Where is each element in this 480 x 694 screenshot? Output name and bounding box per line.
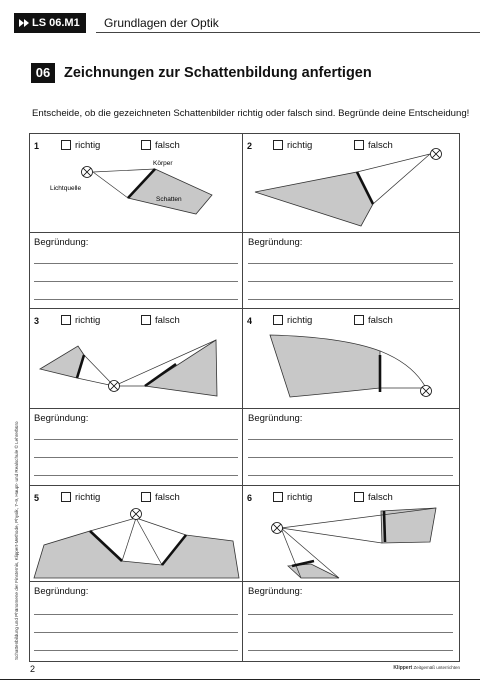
answer-line[interactable] — [248, 650, 453, 651]
light-ray — [281, 528, 301, 578]
shadow-area-right — [381, 508, 436, 543]
reason-label: Begründung: — [34, 413, 89, 424]
checkbox-richtig-label: richtig — [287, 315, 313, 326]
side-copyright — [14, 421, 22, 660]
light-ray — [93, 172, 128, 198]
answer-line[interactable] — [34, 632, 238, 633]
reason-area-1 — [30, 233, 242, 308]
klippert-logo-icon — [18, 18, 30, 28]
exercise-4 — [243, 309, 459, 408]
reason-area-6 — [243, 582, 459, 661]
light-ray — [93, 169, 155, 172]
shadow-area — [34, 531, 239, 578]
checkbox-falsch-label: falsch — [368, 140, 393, 151]
shadow-diagram — [243, 134, 459, 232]
answer-line[interactable] — [248, 281, 453, 282]
answer-line[interactable] — [34, 263, 238, 264]
exercise-number: 2 — [247, 141, 253, 151]
task-title: Zeichnungen zur Schattenbildung anfertigen — [64, 65, 372, 81]
lesson-code: LS 06.M1 — [32, 17, 80, 29]
publisher-mark — [393, 665, 460, 671]
label-body: Körper — [153, 160, 173, 167]
exercise-number: 4 — [247, 316, 253, 326]
task-number: 06 — [31, 63, 55, 83]
reason-label: Begründung: — [248, 237, 303, 248]
answer-line[interactable] — [34, 281, 238, 282]
exercise-6 — [243, 486, 459, 581]
checkbox-falsch-label: falsch — [155, 140, 180, 151]
label-shadow: Schatten — [156, 196, 182, 203]
reason-label: Begründung: — [34, 237, 89, 248]
light-ray — [90, 518, 136, 531]
answer-line[interactable] — [248, 299, 453, 300]
light-ray — [122, 518, 136, 561]
checkbox-falsch-label: falsch — [155, 492, 180, 503]
exercise-number: 6 — [247, 493, 253, 503]
exercise-5 — [30, 486, 242, 581]
publisher-name: Klippert — [393, 665, 413, 671]
exercise-number: 3 — [34, 316, 40, 326]
reason-area-5 — [30, 582, 242, 661]
exercise-number: 1 — [34, 141, 40, 151]
label-light-source: Lichtquelle — [50, 185, 82, 192]
shadow-diagram — [30, 134, 242, 232]
page-number: 2 — [30, 664, 36, 674]
lesson-code-box — [14, 13, 86, 33]
answer-line[interactable] — [248, 614, 453, 615]
reason-label: Begründung: — [248, 413, 303, 424]
answer-line[interactable] — [248, 632, 453, 633]
checkbox-richtig-label: richtig — [75, 492, 101, 503]
top-bar — [0, 13, 480, 33]
reason-area-2 — [243, 233, 459, 308]
header-rule — [96, 32, 480, 33]
answer-line[interactable] — [248, 263, 453, 264]
shadow-area-right — [145, 340, 217, 396]
reason-area-4 — [243, 409, 459, 485]
checkbox-richtig-label: richtig — [75, 315, 101, 326]
shadow-diagram — [30, 309, 242, 408]
answer-line[interactable] — [34, 457, 238, 458]
answer-line[interactable] — [34, 299, 238, 300]
chapter-title: Grundlagen der Optik — [104, 16, 219, 30]
exercise-2 — [243, 134, 459, 232]
shadow-area — [255, 172, 373, 226]
light-ray — [84, 355, 114, 386]
checkbox-falsch-label: falsch — [368, 315, 393, 326]
checkbox-falsch-label: falsch — [155, 315, 180, 326]
light-ray — [380, 351, 426, 388]
body-object — [384, 511, 385, 542]
checkbox-richtig-label: richtig — [75, 140, 101, 151]
answer-line[interactable] — [248, 439, 453, 440]
light-ray — [373, 154, 430, 204]
checkbox-richtig-label: richtig — [287, 140, 313, 151]
answer-line[interactable] — [34, 475, 238, 476]
shadow-area — [270, 335, 380, 397]
checkbox-falsch-label: falsch — [368, 492, 393, 503]
exercise-grid — [29, 133, 460, 662]
shadow-diagram — [243, 309, 459, 408]
side-copyright-text: Schattenbildung und Phänomene der Finsternis, Klippert-Methode, Physik, 7–9, Haupt- und Realschule © Lehrerbüro — [14, 421, 19, 660]
light-ray — [136, 518, 162, 565]
task-instruction: Entscheide, ob die gezeichneten Schattenbilder richtig oder falsch sind. Begründe deine Entscheidung! — [32, 108, 470, 119]
light-ray — [357, 154, 430, 172]
exercise-1 — [30, 134, 242, 232]
checkbox-richtig-label: richtig — [287, 492, 313, 503]
shadow-area — [128, 169, 212, 214]
footer-rule — [0, 679, 480, 680]
light-ray — [136, 518, 186, 535]
reason-label: Begründung: — [248, 586, 303, 597]
answer-line[interactable] — [248, 475, 453, 476]
exercise-number: 5 — [34, 493, 40, 503]
publisher-tagline: Zeitgemäß unterrichten — [413, 665, 460, 670]
answer-line[interactable] — [34, 614, 238, 615]
answer-line[interactable] — [248, 457, 453, 458]
exercise-3 — [30, 309, 242, 408]
answer-line[interactable] — [34, 439, 238, 440]
reason-label: Begründung: — [34, 586, 89, 597]
shadow-diagram — [30, 486, 242, 581]
reason-area-3 — [30, 409, 242, 485]
shadow-diagram — [243, 486, 459, 581]
answer-line[interactable] — [34, 650, 238, 651]
